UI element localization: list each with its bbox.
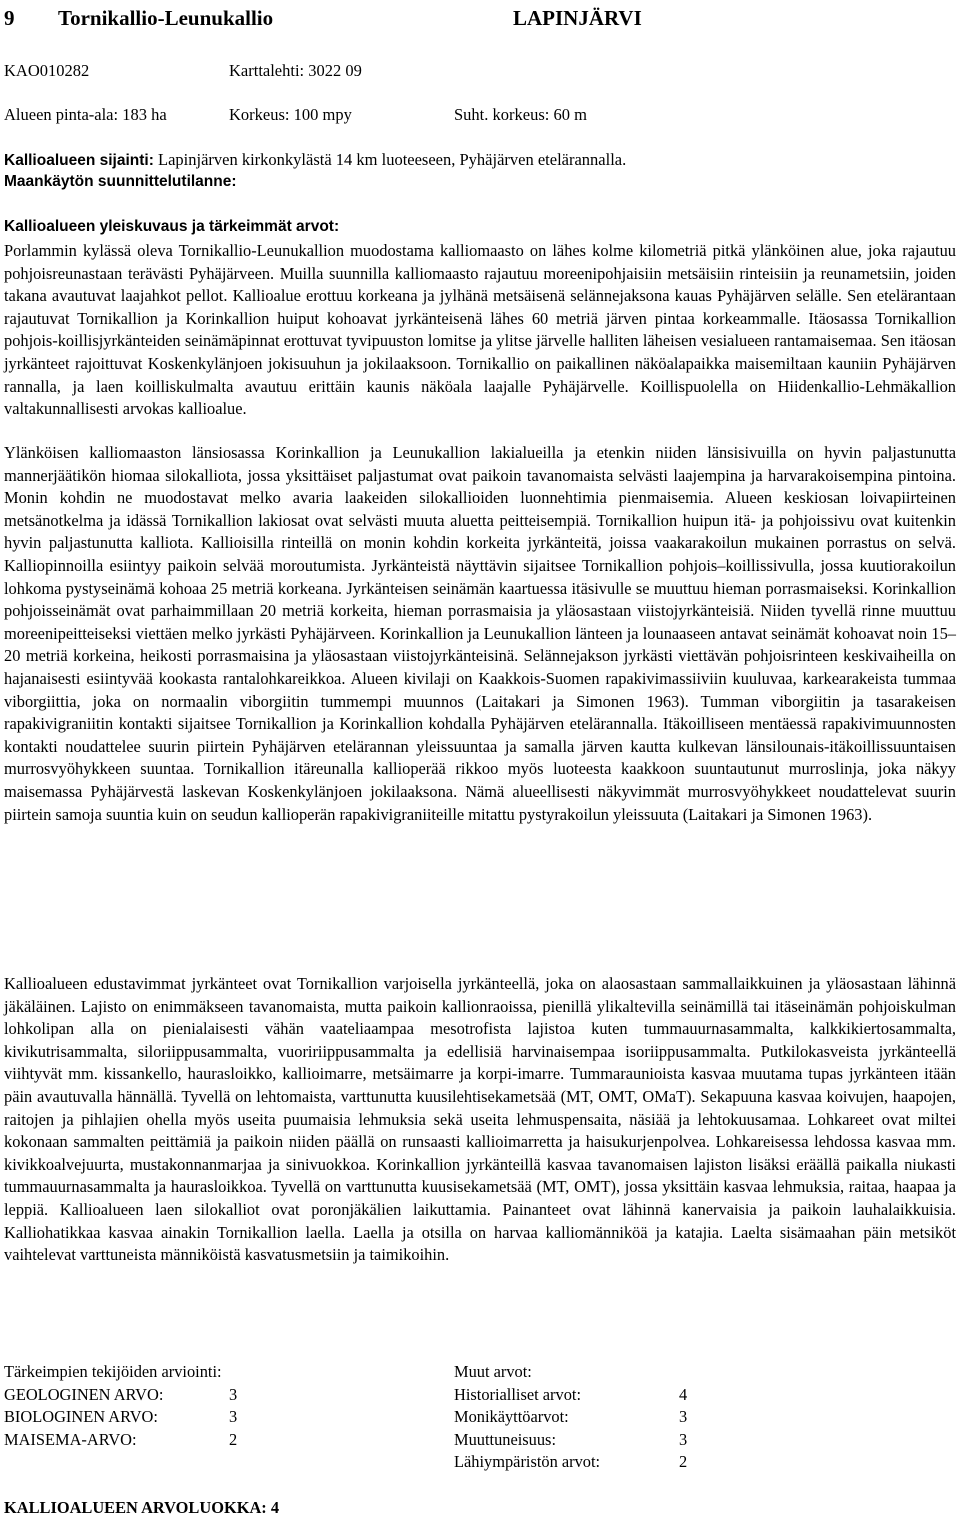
area-number: 9 bbox=[4, 6, 15, 30]
historical-value: 4 bbox=[679, 1384, 688, 1404]
location-label: Kallioalueen sijainti: bbox=[4, 152, 154, 169]
landscape-value-label: MAISEMA-ARVO: bbox=[4, 1429, 137, 1449]
multiuse-value-label: Monikäyttöarvot: bbox=[454, 1407, 569, 1427]
evaluation-title: Tärkeimpien tekijöiden arviointi: bbox=[4, 1362, 222, 1381]
biological-value-label: BIOLOGINEN ARVO: bbox=[4, 1407, 158, 1427]
value-class: KALLIOALUEEN ARVOLUOKKA: 4 bbox=[4, 1498, 280, 1517]
altitude: Korkeus: 100 mpy bbox=[229, 105, 352, 124]
area-size: Alueen pinta-ala: 183 ha bbox=[4, 105, 167, 124]
geological-value-label: GEOLOGINEN ARVO: bbox=[4, 1384, 164, 1404]
municipality-name: LAPINJÄRVI bbox=[513, 6, 642, 30]
historical-value-label: Historialliset arvot: bbox=[454, 1384, 582, 1404]
area-name: Tornikallio-Leunukallio bbox=[58, 6, 274, 30]
other-values-title: Muut arvot: bbox=[454, 1362, 532, 1381]
surroundings-value-label: Lähiympäristön arvot: bbox=[454, 1452, 601, 1472]
description-paragraph-3: Kallioalueen edustavimmat jyrkänteet ovat Tornikallion varjoisella jyrkänteellä, joka on alaosastaan sammallaikkuinen ja yläosastaan lähinnä jäkäläinen. Lajisto on enimmäkseen tavanomaista, mutta paikoin kallionraoissa, pienillä ylikaltevilla seinämillä tai itäseinämän pohjoiskulman lohkolipan alla on pienialaisesti vähän vaateliaampaa mesotrofista lajistoa kuten tummauurnasammalta, kalkkikiertosammalta, kivikutrisammalta, siloriippusammalta, vuoririippusammalta ja edellisiä harvinaisempaa isoriippusammalta. Putkilokasveista jyrkänteellä viihtyvät mm. kissankello, haurasloikko, kallioimarre, metsäimarre ja korpi-imarre. Tummaraunioista kasvaa muutama tupas jyrkänteen itään päin avautuvalla hännällä. Tyvellä on lehtomaista, varttunutta kuusilehtisekametsää (MT, OMT, OMaT). Sekapuuna kasvaa koivujen, haapojen, raitojen ja pihlajien ohella myös useita puumaisia lehmuksia sekä useita lehmuspensaita, näsiää ja lehtokuusamaa. Lohkareet ovat miltei kokonaan sammalten peittämiä ja paikoin niiden päällä on runsaasti kallioimarretta ja haisukurjenpolvea. Lohkareisessa lehdossa kasvaa mm. kivikkoalvejuurta, mustakonnanmarjaa ja sinivuokkoa. Korinkallion jyrkänteillä kasvaa tavanomaisen lajiston lisäksi eräällä paikalla niukasti tummauurnasammalta ja haurasloikkoa. Tyvellä on varttunutta kuusisekametsää (MT, OMT), jossa yksittäin kasvaa lehmuksia, raitaa, haapaa ja leppiä. Kallioalueen laen silokalliot ovat poronjäkälien laikuttamia. Painanteet ovat lähinnä kanervaisia ja paikoin lauhalaikkuisia. Kalliohatikkaa kasvaa ainakin Tornikallion laella. Laella ja otsilla on harvaa kalliomänniköä ja katajia. Laelta sisämaahan päin metsiköt vaihtelevat varttuneista männiköistä kasvatusmetsiin ja taimikoihin. bbox=[4, 974, 956, 1265]
multiuse-value: 3 bbox=[679, 1407, 688, 1427]
description-heading: Kallioalueen yleiskuvaus ja tärkeimmät arvot: bbox=[4, 218, 340, 235]
alteration-value: 3 bbox=[679, 1429, 688, 1449]
surroundings-value: 2 bbox=[679, 1452, 688, 1472]
title-row bbox=[4, 6, 956, 30]
map-sheet: Karttalehti: 3022 09 bbox=[229, 61, 362, 80]
alteration-value-label: Muuttuneisuus: bbox=[454, 1429, 556, 1449]
area-code: KAO010282 bbox=[4, 61, 90, 80]
planning-label: Maankäytön suunnittelutilanne: bbox=[4, 173, 237, 190]
location-text: Lapinjärven kirkonkylästä 14 km luoteeseen, Pyhäjärven etelärannalla. bbox=[153, 150, 627, 169]
landscape-value: 2 bbox=[229, 1429, 238, 1449]
relative-altitude: Suht. korkeus: 60 m bbox=[454, 105, 587, 124]
description-paragraph-1: Porlammin kylässä oleva Tornikallio-Leunukallion muodostama kalliomaasto on lähes kolme kilometriä pitkä ylänköinen alue, joka rajautuu pohjoisreunastaan terävästi Pyhäjärveen. Muilla suunnilla kalliomaasto rajautuu moreenipohjaisiin metsäisiin rinteisiin ja reunametsiin, joiden takana avautuvat laajahkot pellot. Kallioalue erottuu korkeana ja jylhänä metsäisenä selännejaksona kauas Pyhäjärven selälle. Sen etelärantaan rajautuvat Tornikallion ja Korinkallion huiput kohoavat jyrkänteisenä lähes 60 metriä järven pintaa korkeammalle. Itäosassa Tornikallion pohjois-koillisjyrkänteiden seinämäpinnat erottuvat tyvipuuston lomitse ja ylitse järvelle halliten läheisen vesialueen rantamaisemaa. Sen itäosan jyrkänteet rajoittuvat Koskenkylänjoen jokisuuhun ja jokilaaksoon. Tornikallio on paikallinen näköalapaikka maisemiltaan kauniin Pyhäjärven rannalla, ja laen koilliskulmalta avautuu erittäin kaunis näköala laajalle Pyhäjärvelle. Koillispuolella on Hiidenkallio-Lehmäkallion valtakunnallisesti arvokas kallioalue. bbox=[4, 241, 956, 419]
biological-value: 3 bbox=[229, 1407, 238, 1427]
description-paragraph-2: Ylänköisen kalliomaaston länsiosassa Korinkallion ja Leunukallion lakialueilla ja etenkin niiden länsisivuilla on hyvin paljastunutta mannerjäätikön hiomaa silokalliota, jossa yksittäiset paljastumat ovat paikoin tavanomaista selvästi laajempina ja harvarakoisempina pintoina. Monin kohdin ne muodostavat melko avaria laakeiden silokallioiden luonnehtimia pienmaisemia. Alueen keskiosan loivapiirteinen metsänotkelma ja idässä Tornikallion lakiosat ovat selvästi muuta aluetta peitteisempiä. Tornikallion huipun itä- ja pohjoissivu ovat kuitenkin hyvin paljastunutta kalliota. Kallioisilla rinteillä on monin kohdin korkeita jyrkänteitä, joissa vaakarakoilun mukainen porrastus on selvä. Kalliopinnoilla esiintyy paikoin selvää moroutumista. Jyrkänteistä näyttävin sijaitsee Tornikallion pohjois–koillissivulla, jossa kuutiorakoilun lohkoma pystyseinämä kohoaa 25 metriä korkeana. Jyrkänteisen seinämän kaartuessa itäsivulle se muuttuu hieman porrasmaiseksi. Korinkallion pohjoisseinämät ovat parhaimmillaan 20 metriä korkeita, hieman porrasmaisia ja yläosastaan viistojyrkänteisiä. Niiden tyvellä rinne muuttuu moreenipeitteiseksi viettäen melko jyrkästi Pyhäjärveen. Korinkallion ja Leunukallion länteen ja lounaaseen antavat seinämät kohoavat noin 15–20 metriä korkeina, heikosti porrasmaisina ja yläosastaan viistojyrkänteisinä. Selännejakson jyrkästi viettävän pohjoisrinteen keskivaiheilla on hajanaisesti esiintyvää kookasta rantalohkareikkoa. Alueen kivilaji on Kaakkois-Suomen rapakivimassiiviin kuuluvaa, karkearakeista tummaa viborgiittia, joka on normaalin viborgiitin tummempi muunnos (Laitakari ja Simonen 1963). Tumman viborgiitin ja tasarakeisen rapakivigraniitin kontakti sijaitsee Tornikallion ja Korinkallion kohdalla Pyhäjärven etelärannalla. Itäkoilliseen mentäessä rapakivimuunnosten kontakti noudattelee suurin piirtein Pyhäjärven etelärannan yleissuuntaa ja samalla järven kautta kulkevan länsilounais-itäkoillissuuntaisen murrosvyöhykkeen suuntaa. Tornikallion itäreunalla kallioperää rikkoo myös luoteesta kaakkoon suuntautunut murroslinja, joka näkyy maisemassa Pyhäjärvestä laskevan Koskenkylänjoen jokilaaksona. Nämä alueellisesti näkyvimmät murrosvyöhykkeet noudattelevat suurin piirtein samoja suuntia kuin on seudun kallioperän rapakivigraniiteille mitattu pystyrakoilun yleissuuta (Laitakari ja Simonen 1963). bbox=[4, 443, 956, 824]
geological-value: 3 bbox=[229, 1384, 238, 1404]
location-line bbox=[4, 150, 626, 170]
